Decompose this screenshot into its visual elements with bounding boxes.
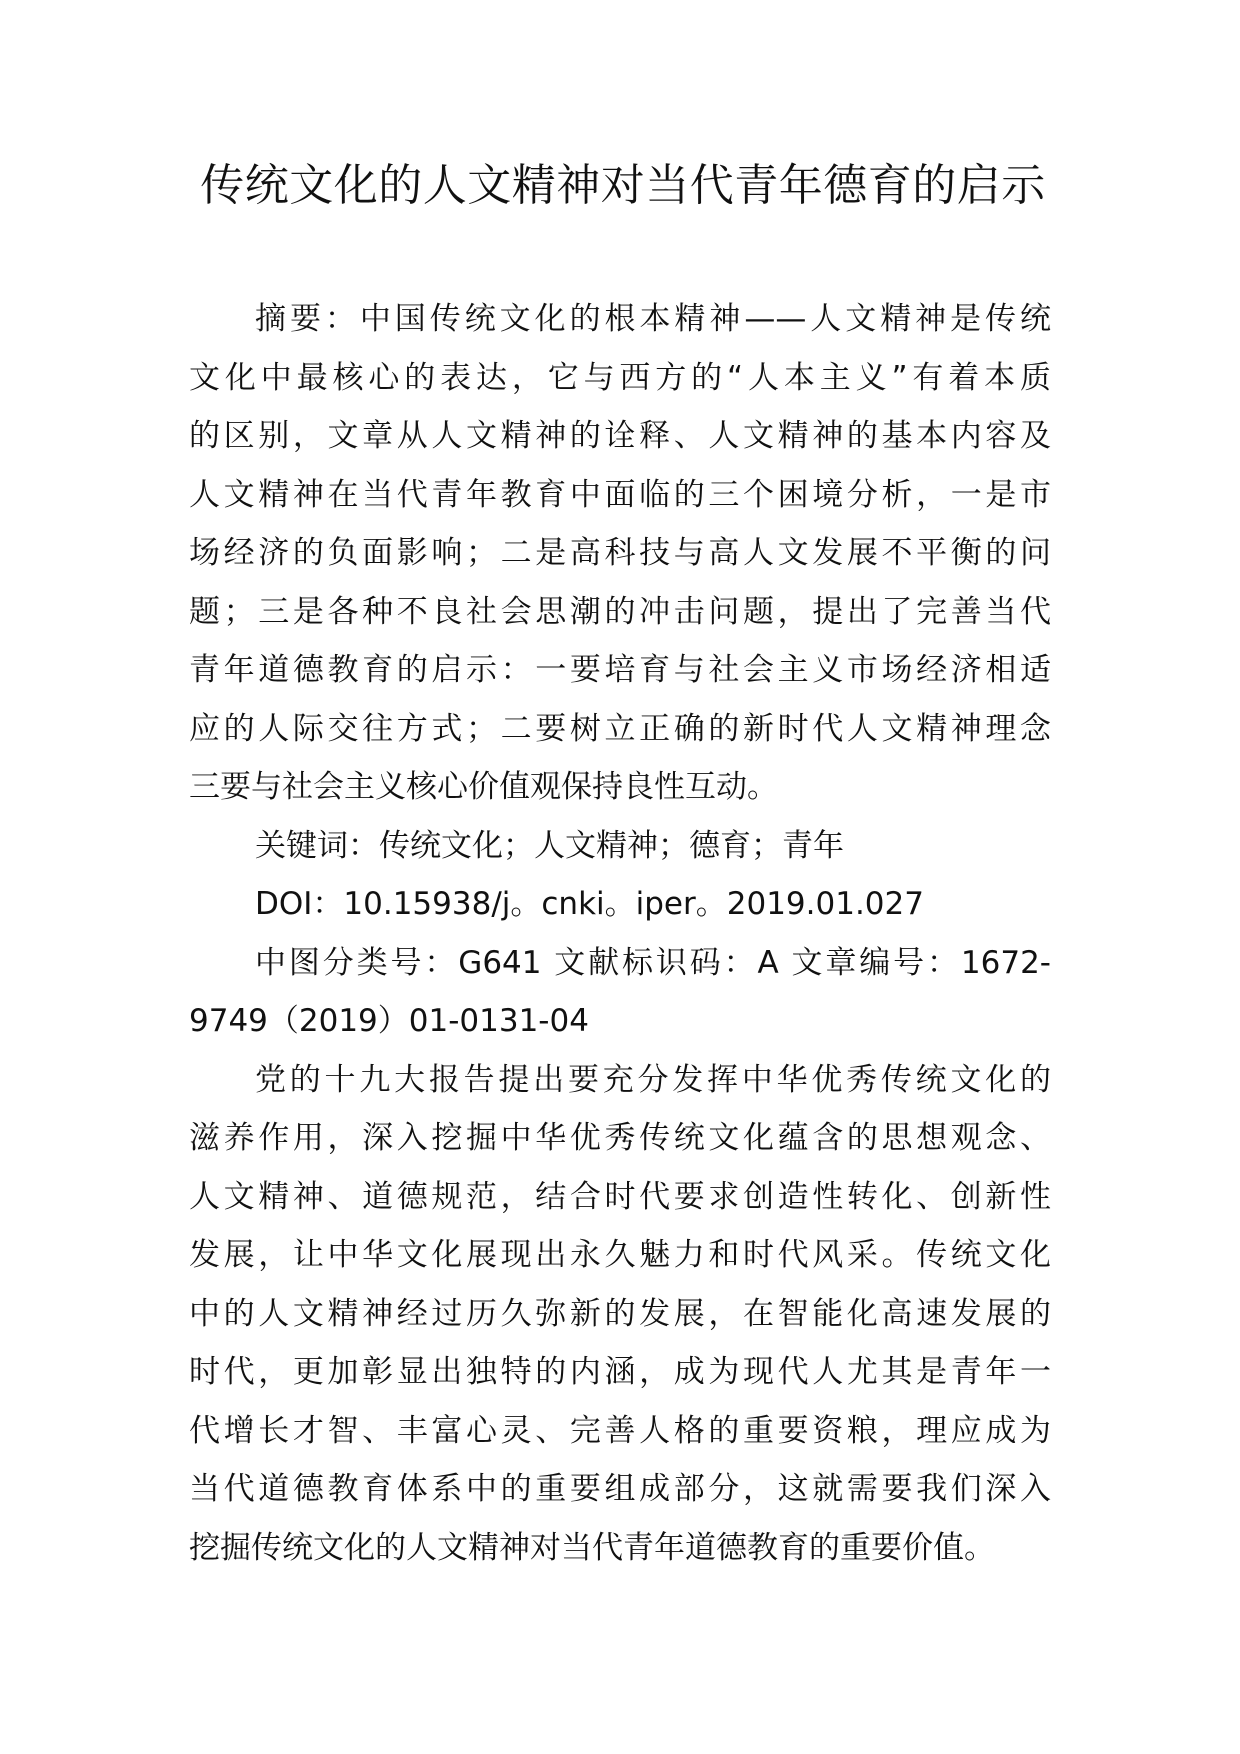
text-line: 党的十九大报告提出要充分发挥中华优秀传统文化的: [255, 1061, 1051, 1098]
text-line: 9749（2019）01-0131-04: [189, 1003, 589, 1039]
text-line: 人文精神在当代青年教育中面临的三个困境分析，一是市: [189, 476, 1051, 513]
text-line: 中的人文精神经过历久弥新的发展，在智能化高速发展的: [189, 1295, 1051, 1332]
text-line: 文化中最核心的表达，它与西方的“人本主义”有着本质: [189, 359, 1051, 396]
text-line: 青年道德教育的启示：一要培育与社会主义市场经济相适: [189, 652, 1051, 688]
document-title: 传统文化的人文精神对当代青年德育的启示: [200, 160, 1046, 211]
text-line: 摘要：中国传统文化的根本精神——人文精神是传统: [255, 301, 1051, 337]
text-line: 发展，让中华文化展现出永久魅力和时代风采。传统文化: [189, 1237, 1051, 1273]
text-line: 的区别，文章从人文精神的诠释、人文精神的基本内容及: [189, 418, 1051, 454]
text-line: 代增长才智、丰富心灵、完善人格的重要资粮，理应成为: [189, 1412, 1051, 1449]
text-line: 人文精神、道德规范，结合时代要求创造性转化、创新性: [189, 1178, 1051, 1215]
text-line: 题；三是各种不良社会思潮的冲击问题，提出了完善当代: [189, 593, 1051, 630]
text-line: 场经济的负面影响；二是高科技与高人文发展不平衡的问: [189, 535, 1051, 571]
text-line: 挖掘传统文化的人文精神对当代青年道德教育的重要价值。: [189, 1529, 995, 1566]
text-line: 关键词：传统文化；人文精神；德育；青年: [255, 827, 844, 864]
document-body: [189, 290, 1051, 1577]
text-line: 三要与社会主义核心价值观保持良性互动。: [189, 769, 778, 805]
text-line: 时代，更加彰显出独特的内涵，成为现代人尤其是青年一: [189, 1354, 1051, 1390]
text-line: 应的人际交往方式；二要树立正确的新时代人文精神理念: [189, 710, 1051, 747]
text-line: 中图分类号：G641 文献标识码：A 文章编号：1672-: [255, 944, 1051, 981]
text-line: 滋养作用，深入挖掘中华优秀传统文化蕴含的思想观念、: [189, 1120, 1051, 1156]
text-line: 当代道德教育体系中的重要组成部分，这就需要我们深入: [189, 1471, 1051, 1507]
text-line: DOI：10.15938/j。cnki。iper。2019.01.027: [255, 886, 924, 922]
